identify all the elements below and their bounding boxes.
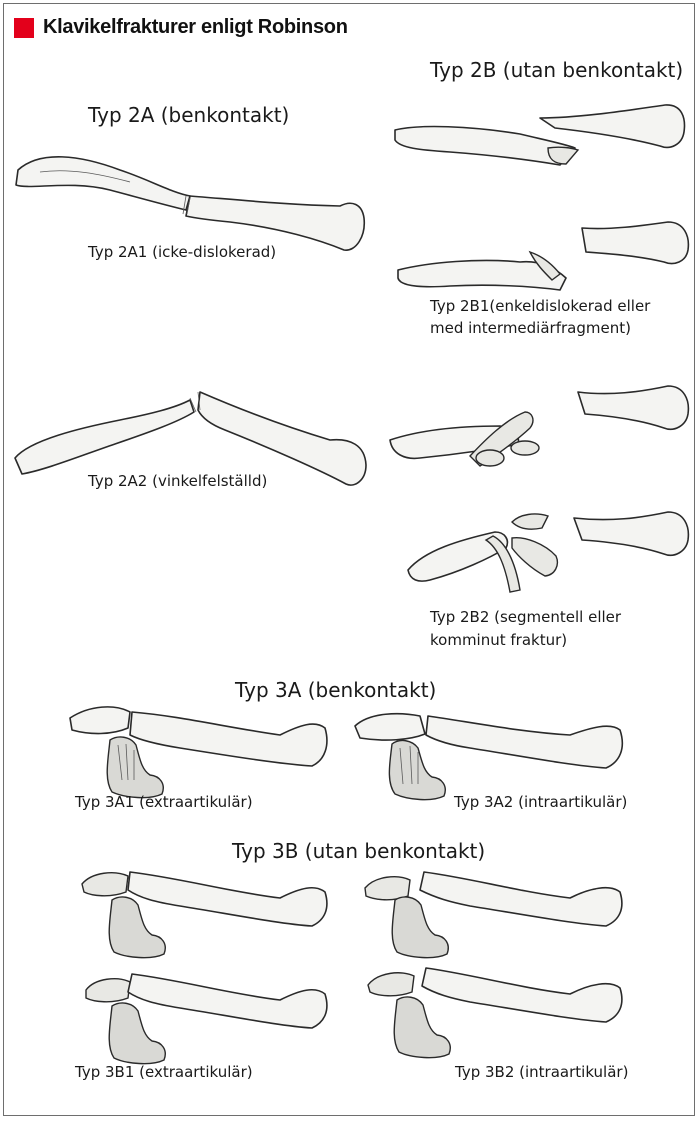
caption-typ-2b2-line2: komminut fraktur) xyxy=(430,631,568,649)
caption-typ-3a2: Typ 3A2 (intraartikulär) xyxy=(454,793,628,811)
bone-2b2 xyxy=(408,512,688,592)
caption-typ-2b1-line1: Typ 2B1(enkeldislokerad eller xyxy=(430,297,651,315)
caption-typ-2a2: Typ 2A2 (vinkelfelställd) xyxy=(88,472,268,490)
bone-3a1 xyxy=(70,707,327,798)
caption-typ-3b1: Typ 3B1 (extraartikulär) xyxy=(75,1063,253,1081)
figure-title: Klavikelfrakturer enligt Robinson xyxy=(43,16,348,38)
bone-3b1 xyxy=(86,974,327,1064)
bone-3a2 xyxy=(355,714,622,800)
heading-typ-2b: Typ 2B (utan benkontakt) xyxy=(430,58,684,82)
caption-typ-3a1: Typ 3A1 (extraartikulär) xyxy=(75,793,253,811)
bone-2b2-top xyxy=(390,386,688,466)
bone-2a1 xyxy=(16,157,364,250)
caption-typ-2b1-line2: med intermediärfragment) xyxy=(430,319,631,337)
bone-2b-top xyxy=(395,105,684,165)
caption-typ-3b2: Typ 3B2 (intraartikulär) xyxy=(455,1063,629,1081)
caption-typ-2b2-line1: Typ 2B2 (segmentell eller xyxy=(430,608,622,626)
heading-typ-3a: Typ 3A (benkontakt) xyxy=(235,678,437,702)
heading-typ-2a: Typ 2A (benkontakt) xyxy=(88,103,290,127)
bone-3b1-top xyxy=(82,872,327,958)
bone-2b1 xyxy=(398,222,688,290)
bone-3b2 xyxy=(368,968,622,1058)
caption-typ-2a1: Typ 2A1 (icke-dislokerad) xyxy=(88,243,277,261)
heading-typ-3b: Typ 3B (utan benkontakt) xyxy=(232,839,486,863)
bone-3b2-top xyxy=(365,872,622,958)
